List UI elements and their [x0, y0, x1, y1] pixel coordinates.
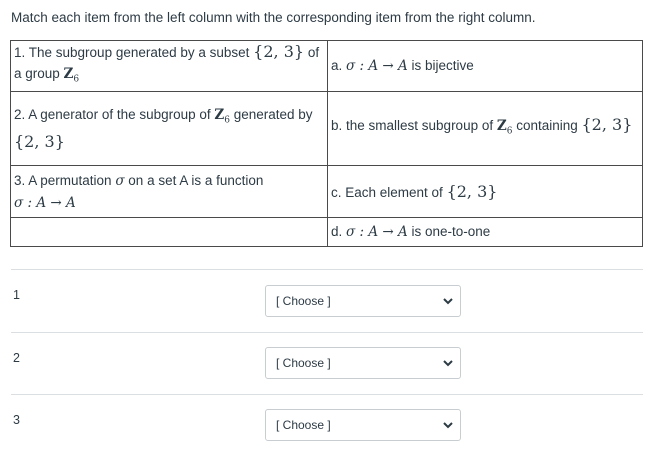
chevron-down-icon	[443, 359, 453, 367]
left-empty-cell	[11, 218, 328, 247]
divider	[11, 269, 643, 270]
answer-select-2[interactable]	[265, 347, 461, 379]
answer-number-1: 1	[13, 288, 20, 302]
question-instructions: Match each item from the left column with the corresponding item from the right column.	[11, 10, 536, 25]
select-value: [ Choose ]	[276, 356, 331, 370]
select-value: [ Choose ]	[276, 418, 331, 432]
answer-number-3: 3	[13, 413, 20, 427]
answer-select-3[interactable]	[265, 409, 461, 441]
left-item-3: 3. A permutation σ on a set A is a function σ : A → A	[11, 166, 328, 218]
divider	[11, 394, 643, 395]
select-value: [ Choose ]	[276, 294, 331, 308]
matching-table	[10, 40, 643, 247]
right-item-d: d. σ : A → A is one-to-one	[328, 218, 643, 247]
left-item-1: 1. The subgroup generated by a subset {2, 3} of a group $Z_6$	[11, 41, 328, 92]
right-item-b: b. the smallest subgroup of $Z_6$ containing {2, 3}	[328, 92, 643, 166]
chevron-down-icon	[443, 421, 453, 429]
right-item-a: a. σ : A → A is bijective	[328, 41, 643, 92]
left-item-2: 2. A generator of the subgroup of $Z_6$ generated by {2, 3}	[11, 92, 328, 166]
right-item-c: c. Each element of {2, 3}	[328, 166, 643, 218]
chevron-down-icon	[443, 297, 453, 305]
answer-select-1[interactable]	[265, 285, 461, 317]
answer-number-2: 2	[13, 351, 20, 365]
divider	[11, 332, 643, 333]
